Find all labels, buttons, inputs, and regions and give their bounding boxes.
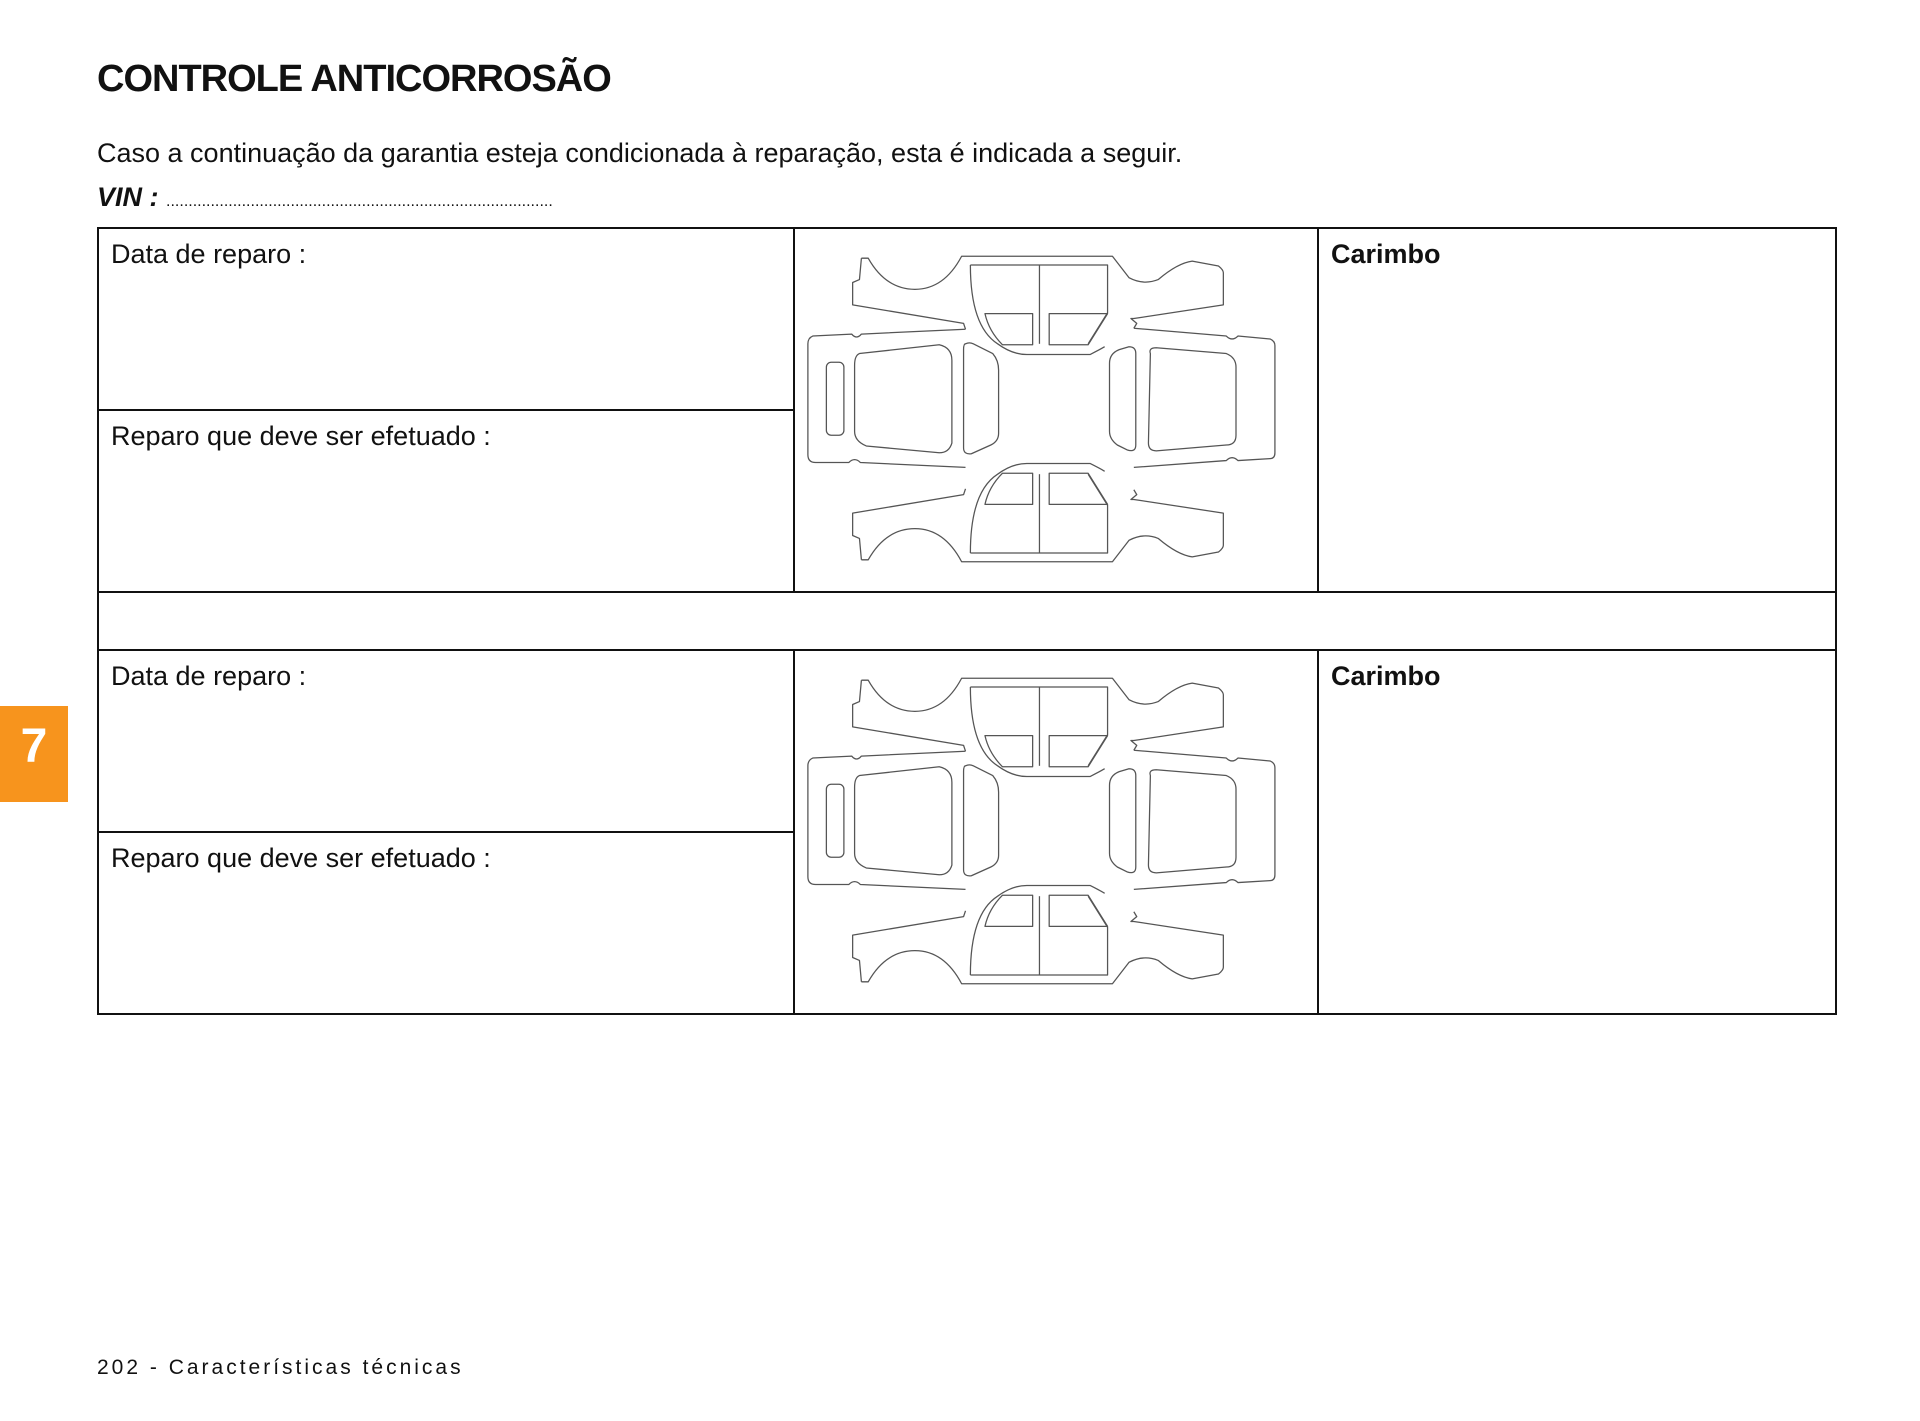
stamp-cell: Carimbo [1318,650,1836,1014]
repair-description-cell: Reparo que deve ser efetuado : [98,832,794,1014]
vin-dots: ....................................................................................... [166,193,553,210]
stamp-cell: Carimbo [1318,228,1836,592]
page-title: CONTROLE ANTICORROSÃO [97,58,611,100]
intro-text: Caso a continuação da garantia esteja condicionada à reparação, esta é indicada a seguir. [97,138,1183,168]
car-body-diagram [794,650,1318,1014]
repair-table [97,227,1837,1015]
vin-label: VIN : [97,182,159,212]
repair-date-cell: Data de reparo : [98,650,794,832]
repair-description-cell: Reparo que deve ser efetuado : [98,410,794,592]
vin-field [97,182,553,213]
chapter-tab: 7 [0,706,68,802]
table-spacer-row [98,592,1836,650]
car-body-diagram [794,228,1318,592]
repair-date-cell: Data de reparo : [98,228,794,410]
car-diagram-icon [795,651,1317,1011]
page-footer: 202 - Características técnicas [97,1356,464,1379]
car-diagram-icon [795,229,1317,589]
